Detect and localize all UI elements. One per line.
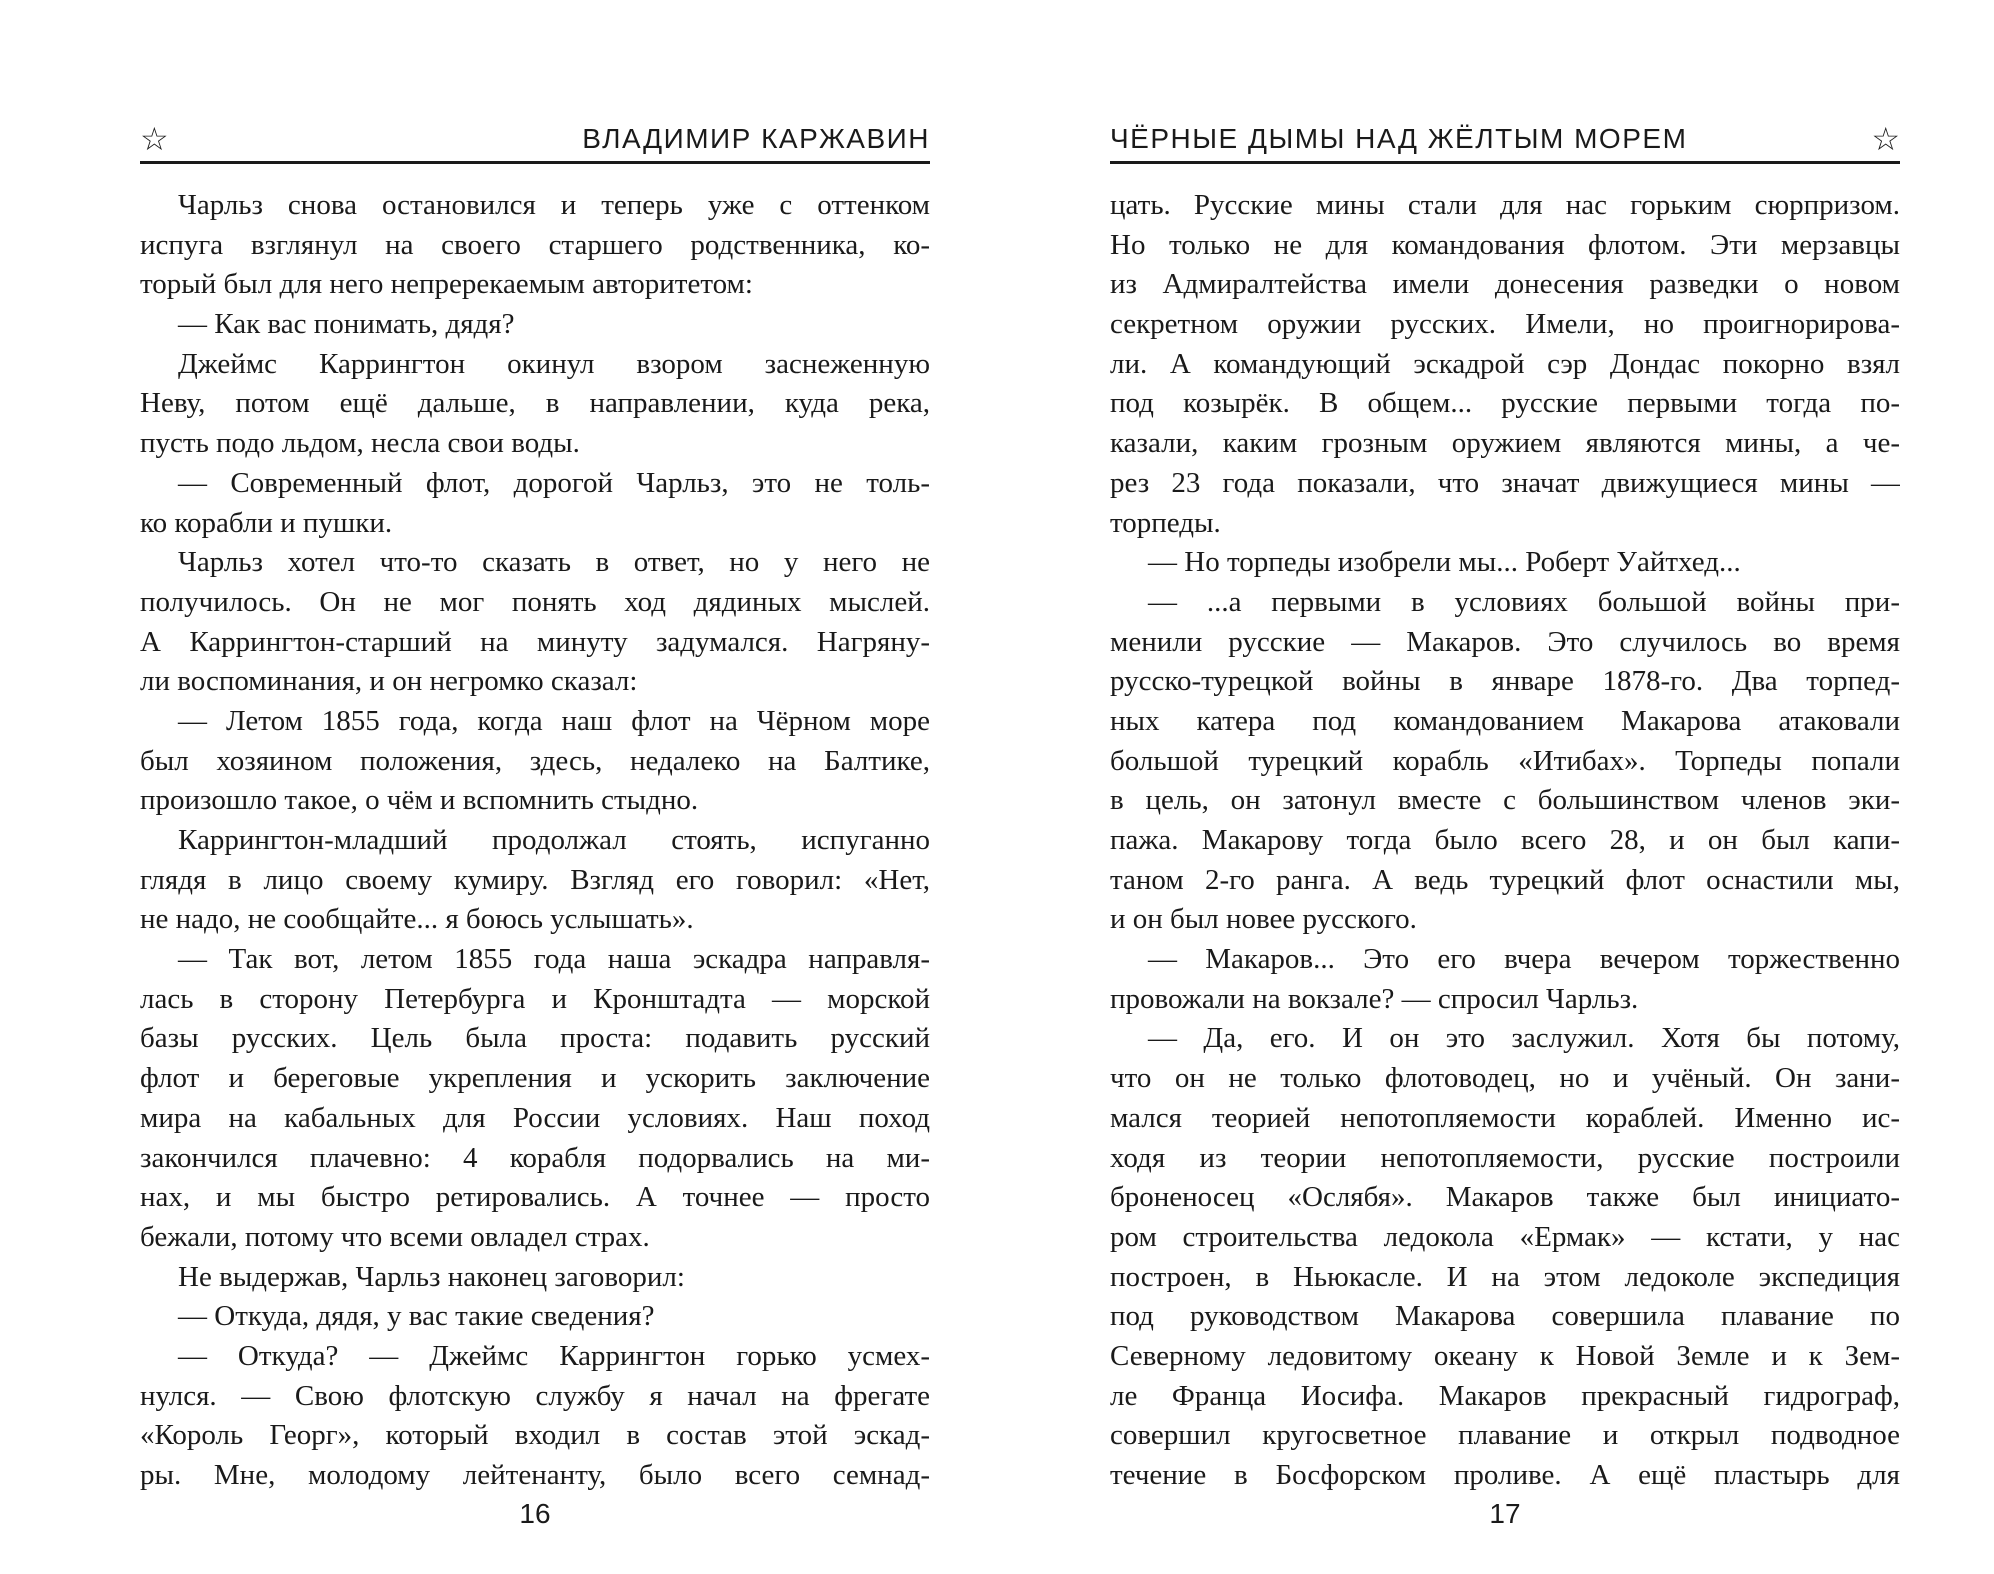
text-line: ры. Мне, молодому лейтенанту, было всего семнад- (140, 1459, 930, 1491)
text-line: мира на кабальных для России условиях. Наш поход (140, 1101, 930, 1134)
text-line: А Каррингтон-старший на минуту задумался. Нагряну- (140, 625, 930, 658)
text-line: торый был для него непререкаемым авторитетом: (140, 268, 753, 301)
text-line: из Адмиралтейства имели донесения разведки о новом (1110, 268, 1900, 301)
text-line: закончился плачевно: 4 корабля подорвались на ми- (140, 1141, 930, 1174)
author-name: ВЛАДИМИР КАРЖАВИН (582, 123, 930, 154)
text-line: — Да, его. И он это заслужил. Хотя бы потому, (1148, 1022, 1900, 1055)
text-line: в цель, он затонул вместе с большинством членов эки- (1110, 784, 1900, 817)
text-line: пажа. Макарову тогда было всего 28, и он был капи- (1110, 824, 1900, 856)
star-icon: ☆ (1871, 120, 1900, 158)
text-line: — Летом 1855 года, когда наш флот на Чёрном море (178, 704, 930, 737)
text-line: броненосец «Ослябя». Макаров также был инициато- (1110, 1181, 1900, 1214)
text-line: глядя в лицо своему кумиру. Взгляд его говорил: «Нет, (140, 863, 930, 896)
text-line: менили русские — Макаров. Это случилось во время (1110, 625, 1900, 658)
page-number-left: 16 (519, 1498, 551, 1529)
book-title: ЧЁРНЫЕ ДЫМЫ НАД ЖЁЛТЫМ МОРЕМ (1110, 123, 1688, 154)
text-line: базы русских. Цель была проста: подавить русский (140, 1022, 930, 1055)
text-line: — Макаров... Это его вчера вечером торжественно (1148, 943, 1900, 976)
text-line: рез 23 года показали, что значат движущиеся мины — (1110, 466, 1900, 499)
text-line: ных катера под командованием Макарова атаковали (1110, 704, 1900, 737)
text-line: — Как вас понимать, дядя? (178, 308, 515, 341)
text-line: нулся. — Свою флотскую службу я начал на фрегате (140, 1379, 930, 1412)
star-icon: ☆ (140, 120, 169, 158)
text-line: ли воспоминания, и он негромко сказал: (140, 665, 638, 698)
text-line: — Так вот, летом 1855 года наша эскадра направля- (178, 943, 930, 976)
text-line: Каррингтон-младший продолжал стоять, испуганно (178, 824, 930, 856)
text-line: ле Франца Иосифа. Макаров прекрасный гидрограф, (1110, 1379, 1900, 1412)
text-line: под руководством Макарова совершила плавание по (1110, 1300, 1900, 1333)
text-line: построен, в Ньюкасле. И на этом ледоколе экспедиция (1110, 1260, 1900, 1293)
text-line: испуга взглянул на своего старшего родственника, ко- (140, 228, 930, 261)
text-line: Не выдержав, Чарльз наконец заговорил: (178, 1260, 685, 1293)
text-line: был хозяином положения, здесь, недалеко на Балтике, (140, 744, 930, 777)
text-line: — Откуда? — Джеймс Каррингтон горько усмех- (178, 1339, 930, 1372)
text-line: — Откуда, дядя, у вас такие сведения? (178, 1300, 655, 1333)
text-line: совершил кругосветное плавание и открыл подводное (1110, 1419, 1900, 1452)
text-line: Джеймс Каррингтон окинул взором заснеженную (178, 347, 930, 380)
text-line: русско-турецкой войны в январе 1878-го. Два торпед- (1110, 665, 1900, 698)
text-line: цать. Русские мины стали для нас горьким сюрпризом. (1110, 189, 1900, 221)
text-line: ходя из теории непотопляемости, русские построили (1110, 1141, 1900, 1174)
text-line: мался теорией непотопляемости кораблей. Именно ис- (1110, 1101, 1900, 1134)
text-line: произошло такое, о чём и вспомнить стыдно. (140, 784, 699, 817)
text-line: течение в Босфорском проливе. А ещё пластырь для (1110, 1459, 1900, 1491)
text-line: что он не только флотоводец, но и учёный. Он зани- (1110, 1062, 1900, 1095)
text-line: таном 2-го ранга. А ведь турецкий флот оснастили мы, (1110, 863, 1900, 896)
text-line: Чарльз хотел что-то сказать в ответ, но у него не (178, 546, 930, 579)
right-page-header (1110, 117, 1900, 164)
text-line: — Современный флот, дорогой Чарльз, это не толь- (178, 466, 930, 499)
text-line: ром строительства ледокола «Ермак» — кстати, у нас (1110, 1220, 1900, 1253)
text-line: флот и береговые укрепления и ускорить заключение (140, 1062, 930, 1095)
text-line: под козырёк. В общем... русские первыми тогда по- (1110, 387, 1900, 420)
page-number-right: 17 (1489, 1498, 1521, 1529)
left-page-header (140, 117, 930, 164)
text-line: пусть подо льдом, несла свои воды. (140, 427, 580, 460)
right-page (1110, 0, 1900, 1574)
text-line: Но только не для командования флотом. Эти мерзавцы (1110, 228, 1900, 261)
text-line: бежали, потому что всеми овладел страх. (140, 1220, 650, 1253)
text-line: большой турецкий корабль «Итибах». Торпеды попали (1110, 744, 1900, 777)
text-line: не надо, не сообщайте... я боюсь услышать». (140, 903, 694, 936)
text-line: и он был новее русского. (1110, 903, 1417, 936)
text-line: — ...а первыми в условиях большой войны при- (1148, 585, 1900, 618)
text-line: получилось. Он не мог понять ход дядиных мыслей. (140, 585, 930, 618)
text-line: Чарльз снова остановился и теперь уже с оттенком (178, 189, 930, 221)
right-page-body (1110, 186, 1900, 1496)
text-line: провожали на вокзале? — спросил Чарльз. (1110, 982, 1639, 1015)
text-line: ко корабли и пушки. (140, 506, 393, 539)
text-line: секретном оружии русских. Имели, но проигнорирова- (1110, 308, 1900, 341)
text-line: ли. А командующий эскадрой сэр Дондас покорно взял (1110, 347, 1900, 380)
text-line: нах, и мы быстро ретировались. А точнее — просто (140, 1181, 930, 1214)
left-page-body (140, 186, 930, 1496)
text-line: Северному ледовитому океану к Новой Земле и к Зем- (1110, 1339, 1900, 1372)
text-line: — Но торпеды изобрели мы... Роберт Уайтхед... (1148, 546, 1741, 579)
text-line: казали, каким грозным оружием являются мины, а че- (1110, 427, 1900, 460)
left-page (140, 0, 930, 1574)
text-line: торпеды. (1110, 506, 1221, 539)
text-line: лась в сторону Петербурга и Кронштадта — морской (140, 982, 930, 1015)
text-line: «Король Георг», который входил в состав этой эскад- (140, 1419, 930, 1452)
text-line: Неву, потом ещё дальше, в направлении, куда река, (140, 387, 930, 420)
